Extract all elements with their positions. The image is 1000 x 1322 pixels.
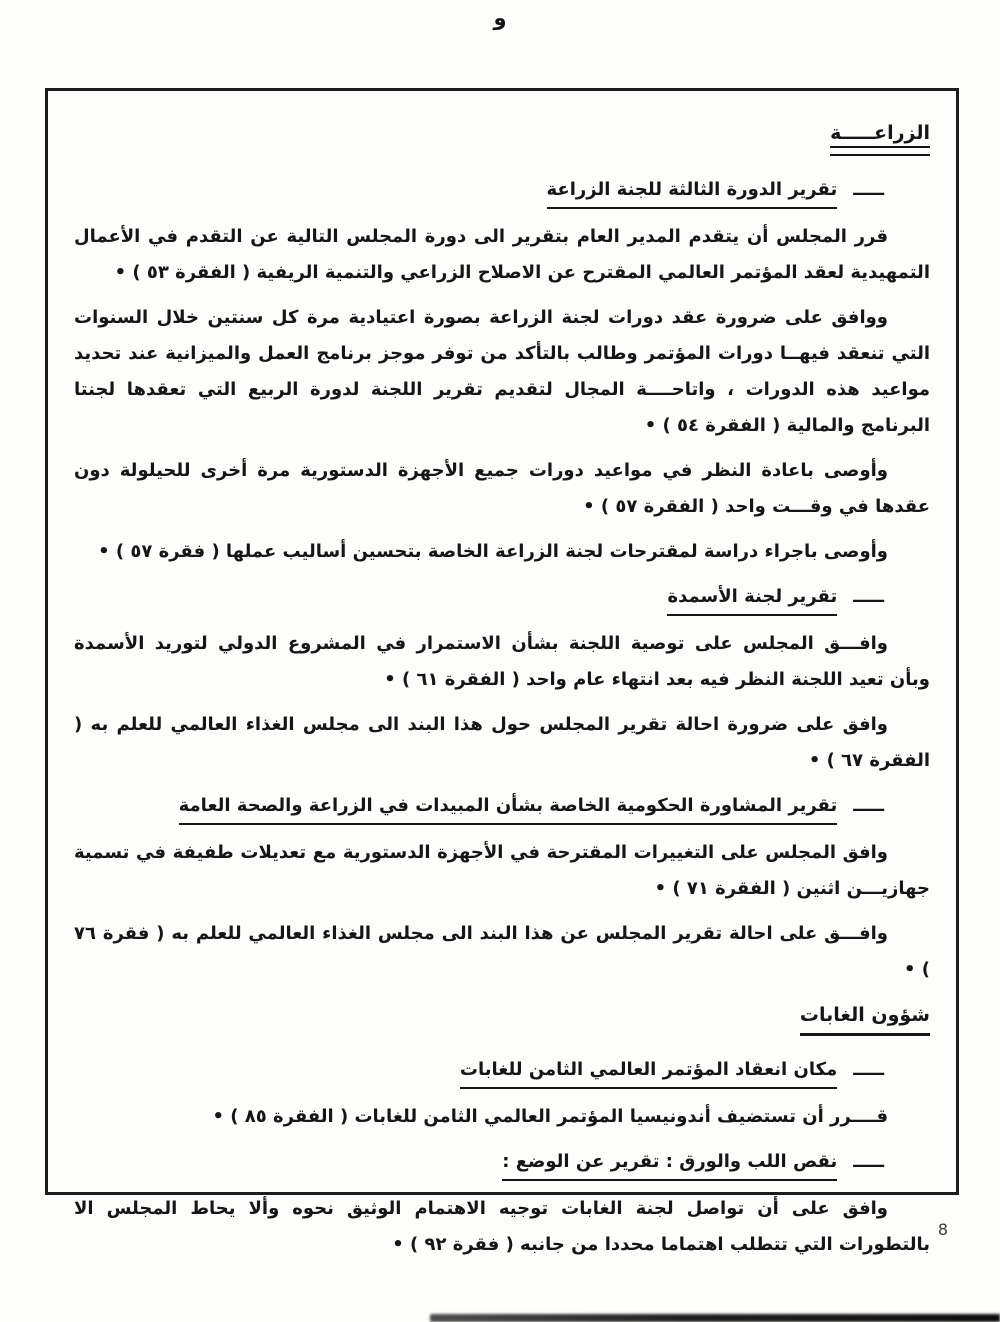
paragraph: ووافق على ضرورة عقد دورات لجنة الزراعة بصورة اعتيادية مرة كل سنتين خلال السنوات التي تنعقد فيهــا دورات المؤتمر وطالب بالتأكد من توفر موجز برنامج العمل والميزانية عند تحديد مواعيد هذه الدورات ، واتاحــــة المجال لتقديم تقرير اللجنة لدورة الربيع التي تعقدها لجنتا البرنامج والمالية ( الفقرة ٥٤ ) •: [74, 307, 930, 436]
dash-marker: ـــــ: [853, 1151, 884, 1172]
document-border-frame: [45, 88, 959, 1255]
header-glyph: و: [493, 6, 507, 30]
dash-marker: ـــــ: [853, 179, 884, 200]
report-item-pesticides: [74, 788, 930, 988]
item-heading-text: نقص اللب والورق : تقرير عن الوضع :: [502, 1149, 837, 1181]
item-heading-text: تقرير المشاورة الحكومية الخاصة بشأن المبيدات في الزراعة والصحة العامة: [179, 793, 838, 825]
item-heading-text: تقرير لجنة الأسمدة: [667, 584, 837, 616]
page-number: 8: [937, 1220, 948, 1239]
item-heading-forestry-congress: [74, 1052, 930, 1089]
dash-marker: ـــــ: [853, 795, 884, 816]
paragraph: وافق المجلس على التغييرات المقترحة في الأجهزة الدستورية مع تعديلات طفيفة في تسمية جهازيـــن اثنين ( الفقرة ٧١ ) •: [74, 842, 930, 899]
section-title-text: الزراعـــــة: [830, 120, 930, 156]
section-title-agriculture: [74, 115, 930, 156]
paragraph: وأوصى باجراء دراسة لمقترحات لجنة الزراعة الخاصة بتحسين أساليب عملها ( فقرة ٥٧ ) •: [98, 541, 888, 562]
paragraph: وافق على أن تواصل لجنة الغابات توجيه الاهتمام الوثيق نحوه وألا يحاط المجلس الا بالتطورات التي تتطلب اهتماما محددا من جانبه ( فقرة ٩٢ ) •: [74, 1198, 930, 1255]
report-item-coag-session: [74, 172, 930, 570]
section-title-forestry: [74, 997, 930, 1036]
scan-smudge-artifact: [430, 1314, 1000, 1322]
item-heading-pesticides: [74, 788, 930, 825]
paragraph: وافـــق المجلس على توصية اللجنة بشأن الاستمرار في المشروع الدولي لتوريد الأسمدة وبأن تعيد اللجنة النظر فيه بعد انتهاء عام واحد ( الفقرة ٦١ ) •: [74, 633, 930, 690]
section-title-text: شؤون الغابات: [800, 1002, 930, 1036]
paragraph: قرر المجلس أن يتقدم المدير العام بتقرير الى دورة المجلس التالية عن التقدم في الأعمال التمهيدية لعقد المؤتمر العالمي المقترح عن الاصلاح الزراعي والتنمية الريفية ( الفقرة ٥٣ ) •: [74, 226, 930, 283]
item-heading-pulp-paper: [74, 1144, 930, 1181]
paragraph: وافق على ضرورة احالة تقرير المجلس حول هذا البند الى مجلس الغذاء العالمي للعلم به ( الفقرة ٦٧ ) •: [74, 714, 930, 771]
report-item-pulp-paper: [74, 1144, 930, 1263]
paragraph: وافـــق على احالة تقرير المجلس عن هذا البند الى مجلس الغذاء العالمي للعلم به ( فقرة ٧٦ ) •: [74, 923, 930, 980]
report-item-forestry-congress: [74, 1052, 930, 1135]
item-heading-text: تقرير الدورة الثالثة للجنة الزراعة: [547, 177, 838, 209]
paragraph: قــــرر أن تستضيف أندونيسيا المؤتمر العالمي الثامن للغابات ( الفقرة ٨٥ ) •: [212, 1106, 888, 1127]
dash-marker: ـــــ: [853, 1059, 884, 1080]
paragraph: وأوصى باعادة النظر في مواعيد دورات جميع الأجهزة الدستورية مرة أخرى للحيلولة دون عقدها في وقـــت واحد ( الفقرة ٥٧ ) •: [74, 460, 930, 517]
item-heading-fertilizers: [74, 579, 930, 616]
dash-marker: ـــــ: [853, 586, 884, 607]
item-heading-coag-session: [74, 172, 930, 209]
report-item-fertilizers: [74, 579, 930, 779]
item-heading-text: مكان انعقاد المؤتمر العالمي الثامن للغابات: [460, 1057, 837, 1089]
